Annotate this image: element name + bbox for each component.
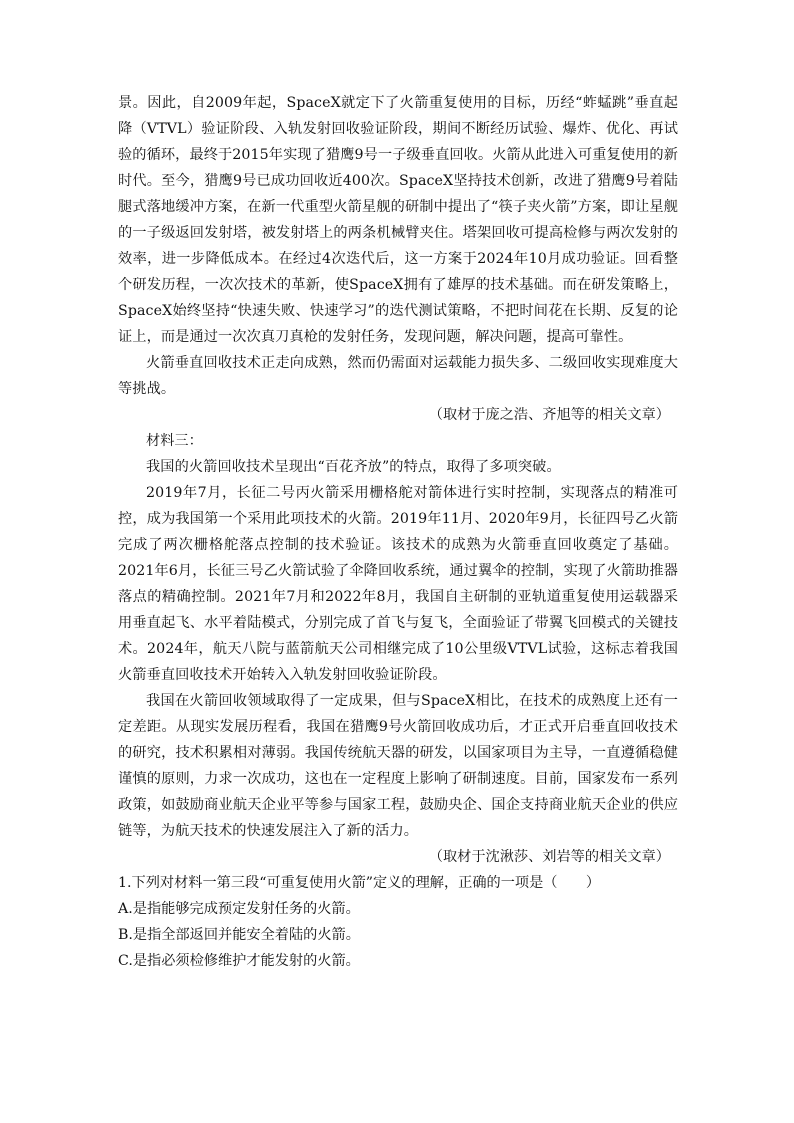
- document-page: [118, 90, 678, 974]
- question-1-option-c: C.是指必须检修维护才能发射的火箭。: [118, 953, 360, 969]
- material3-paragraph-1: 我国的火箭回收技术呈现出“百花齐放”的特点，取得了多项突破。: [146, 459, 561, 475]
- question-1-option-a: A.是指能够完成预定发射任务的火箭。: [118, 901, 360, 917]
- material2-source: （取材于庞之浩、齐旭等的相关文章）: [428, 407, 670, 423]
- material3-paragraph-2: 2019年7月，长征二号丙火箭采用栅格舵对箭体进行实时控制，实现落点的精准可控，成为我国第一个采用此项技术的火箭。2019年11月、2020年9月，长征四号乙火箭完成了两次栅格舵落点控制的技术验证。该技术的成熟为火箭垂直回收奠定了基础。2021年6月，长征三号乙火箭试验了伞降回收系统，通过翼伞的控制，实现了火箭助推器落点的精确控制。2021年7月和2022年8月，我国自主研制的亚轨道重复使用运载器采用垂直起飞、水平着陆模式，分别完成了首飞与复飞，全面验证了带翼飞回模式的关键技术。2024年，航天八院与蓝箭航天公司相继完成了10公里级VTVL试验，这标志着我国火箭垂直回收技术开始转入入轨发射回收验证阶段。: [118, 485, 678, 683]
- material3-heading: 材料三：: [146, 433, 203, 449]
- material3-paragraph-3: 我国在火箭回收领域取得了一定成果，但与SpaceX相比，在技术的成熟度上还有一定差距。从现实发展历程看，我国在猎鹰9号火箭回收成功后，才正式开启垂直回收技术的研究，技术积累相对薄弱。我国传统航天器的研发，以国家项目为主导，一直遵循稳健谨慎的原则，力求一次成功，这也在一定程度上影响了研制速度。目前，国家发布一系列政策，如鼓励商业航天企业平等参与国家工程，鼓励央企、国企支持商业航天企业的供应链等，为航天技术的快速发展注入了新的活力。: [118, 693, 678, 839]
- material3-source: （取材于沈湫莎、刘岩等的相关文章）: [428, 849, 670, 865]
- question-1-stem: 1.下列对材料一第三段“可重复使用火箭”定义的理解，正确的一项是（ ）: [118, 875, 601, 891]
- question-1-option-b: B.是指全部返回并能安全着陆的火箭。: [118, 927, 360, 943]
- material2-paragraph-1: 景。因此，自2009年起，SpaceX就定下了火箭重复使用的目标，历经“蚱蜢跳”垂直起降（VTVL）验证阶段、入轨发射回收验证阶段，期间不断经历试验、爆炸、优化、再试验的循环，最终于2015年实现了猎鹰9号一子级垂直回收。火箭从此进入可重复使用的新时代。至今，猎鹰9号已成功回收近400次。SpaceX坚持技术创新，改进了猎鹰9号着陆腿式落地缓冲方案，在新一代重型火箭星舰的研制中提出了“筷子夹火箭”方案，即让星舰的一子级返回发射塔，被发射塔上的两条机械臂夹住。塔架回收可提高检修与两次发射的效率，进一步降低成本。在经过4次迭代后，这一方案于2024年10月成功验证。回看整个研发历程，一次次技术的革新，使SpaceX拥有了雄厚的技术基础。而在研发策略上，SpaceX始终坚持“快速失败、快速学习”的迭代测试策略，不把时间花在长期、反复的论证上，而是通过一次次真刀真枪的发射任务，发现问题，解决问题，提高可靠性。: [118, 95, 678, 345]
- material2-paragraph-2: 火箭垂直回收技术正走向成熟，然而仍需面对运载能力损失多、二级回收实现难度大等挑战。: [118, 355, 678, 397]
